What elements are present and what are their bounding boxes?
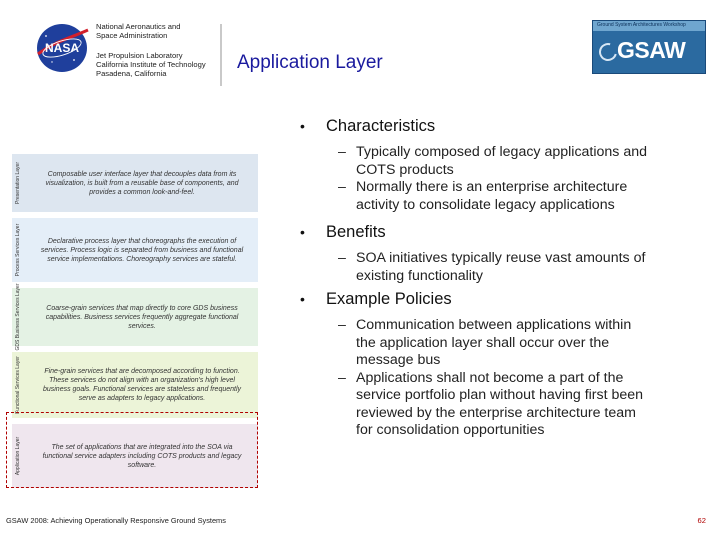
jpl-line1: Jet Propulsion Laboratory (96, 51, 183, 60)
layer-description: Composable user interface layer that decouples data from its visualization, is built from a reusable base of components, and provides a common look-and-feel. (45, 170, 239, 196)
business-services-layer (12, 283, 258, 351)
jpl-line2: California Institute of Technology (96, 60, 206, 69)
jpl-line3: Pasadena, California (96, 69, 167, 78)
slide-title: Application Layer (237, 52, 383, 73)
gsaw-banner (593, 21, 705, 31)
footer-conference: GSAW 2008: Achieving Operationally Responsive Ground Systems (6, 516, 226, 525)
gsaw-banner-text: Ground System Architectures Workshop (597, 22, 686, 28)
process-services-layer (12, 218, 258, 282)
layer-side-label: Application Layer (15, 436, 21, 476)
layer-side-label: Presentation Layer (15, 162, 21, 204)
layer-side-label: Functional Services Layer (15, 356, 21, 414)
presentation-layer (12, 154, 258, 212)
nasa-org-line2: Space Administration (96, 31, 168, 40)
bullet-benefits: • Benefits (300, 223, 386, 241)
layer-description: Declarative process layer that choreographs the execution of services. Process logic is separated from business and functional service implementations. Choreography services are stateful. (40, 237, 244, 263)
layer-description: Coarse-grain services that map directly to core GDS business capabilities. Business services frequently aggregate functional services. (45, 304, 239, 330)
bullet-characteristics: • Characteristics (300, 117, 436, 135)
sub-bullet: – SOA initiatives typically reuse vast amounts of existing functionality (338, 250, 646, 284)
bullet-list (300, 116, 712, 440)
nasa-logo-text: NASA (44, 41, 80, 55)
nasa-logo (34, 22, 90, 74)
sub-bullet: – Typically composed of legacy applications and COTS products (338, 144, 648, 178)
gsaw-logo-text: GSAW (617, 37, 686, 63)
application-layer-highlight (6, 412, 258, 488)
layer-side-label: Process Services Layer (15, 223, 21, 277)
gsaw-logo (592, 20, 706, 74)
sub-bullet: – Normally there is an enterprise architecture activity to consolidate legacy applications (338, 179, 628, 213)
header-divider (220, 24, 222, 86)
functional-services-layer (12, 352, 258, 418)
sub-bullet: – Communication between applications within the application layer shall occur over the message bus (338, 317, 632, 368)
nasa-org-line1: National Aeronautics and (96, 22, 181, 31)
layer-description: Fine-grain services that are decomposed according to function. These services do not align with an organization's high level business goals. Functional services are stateless and frequently serve as adapters to legacy applications. (42, 368, 242, 402)
page-number: 62 (697, 516, 706, 525)
nasa-org-name (96, 22, 180, 40)
layer-description: The set of applications that are integrated into the SOA via functional service adapters including COTS products and legacy software. (42, 443, 242, 469)
sub-bullet: – Applications shall not become a part of the service portfolio plan without having first been reviewed by the enterprise architecture team for consolidation opportunities (338, 369, 644, 438)
jpl-org-name (96, 51, 206, 78)
bullet-example-policies: • Example Policies (300, 290, 452, 308)
layer-side-label: GDS Business Services Layer (15, 283, 21, 351)
